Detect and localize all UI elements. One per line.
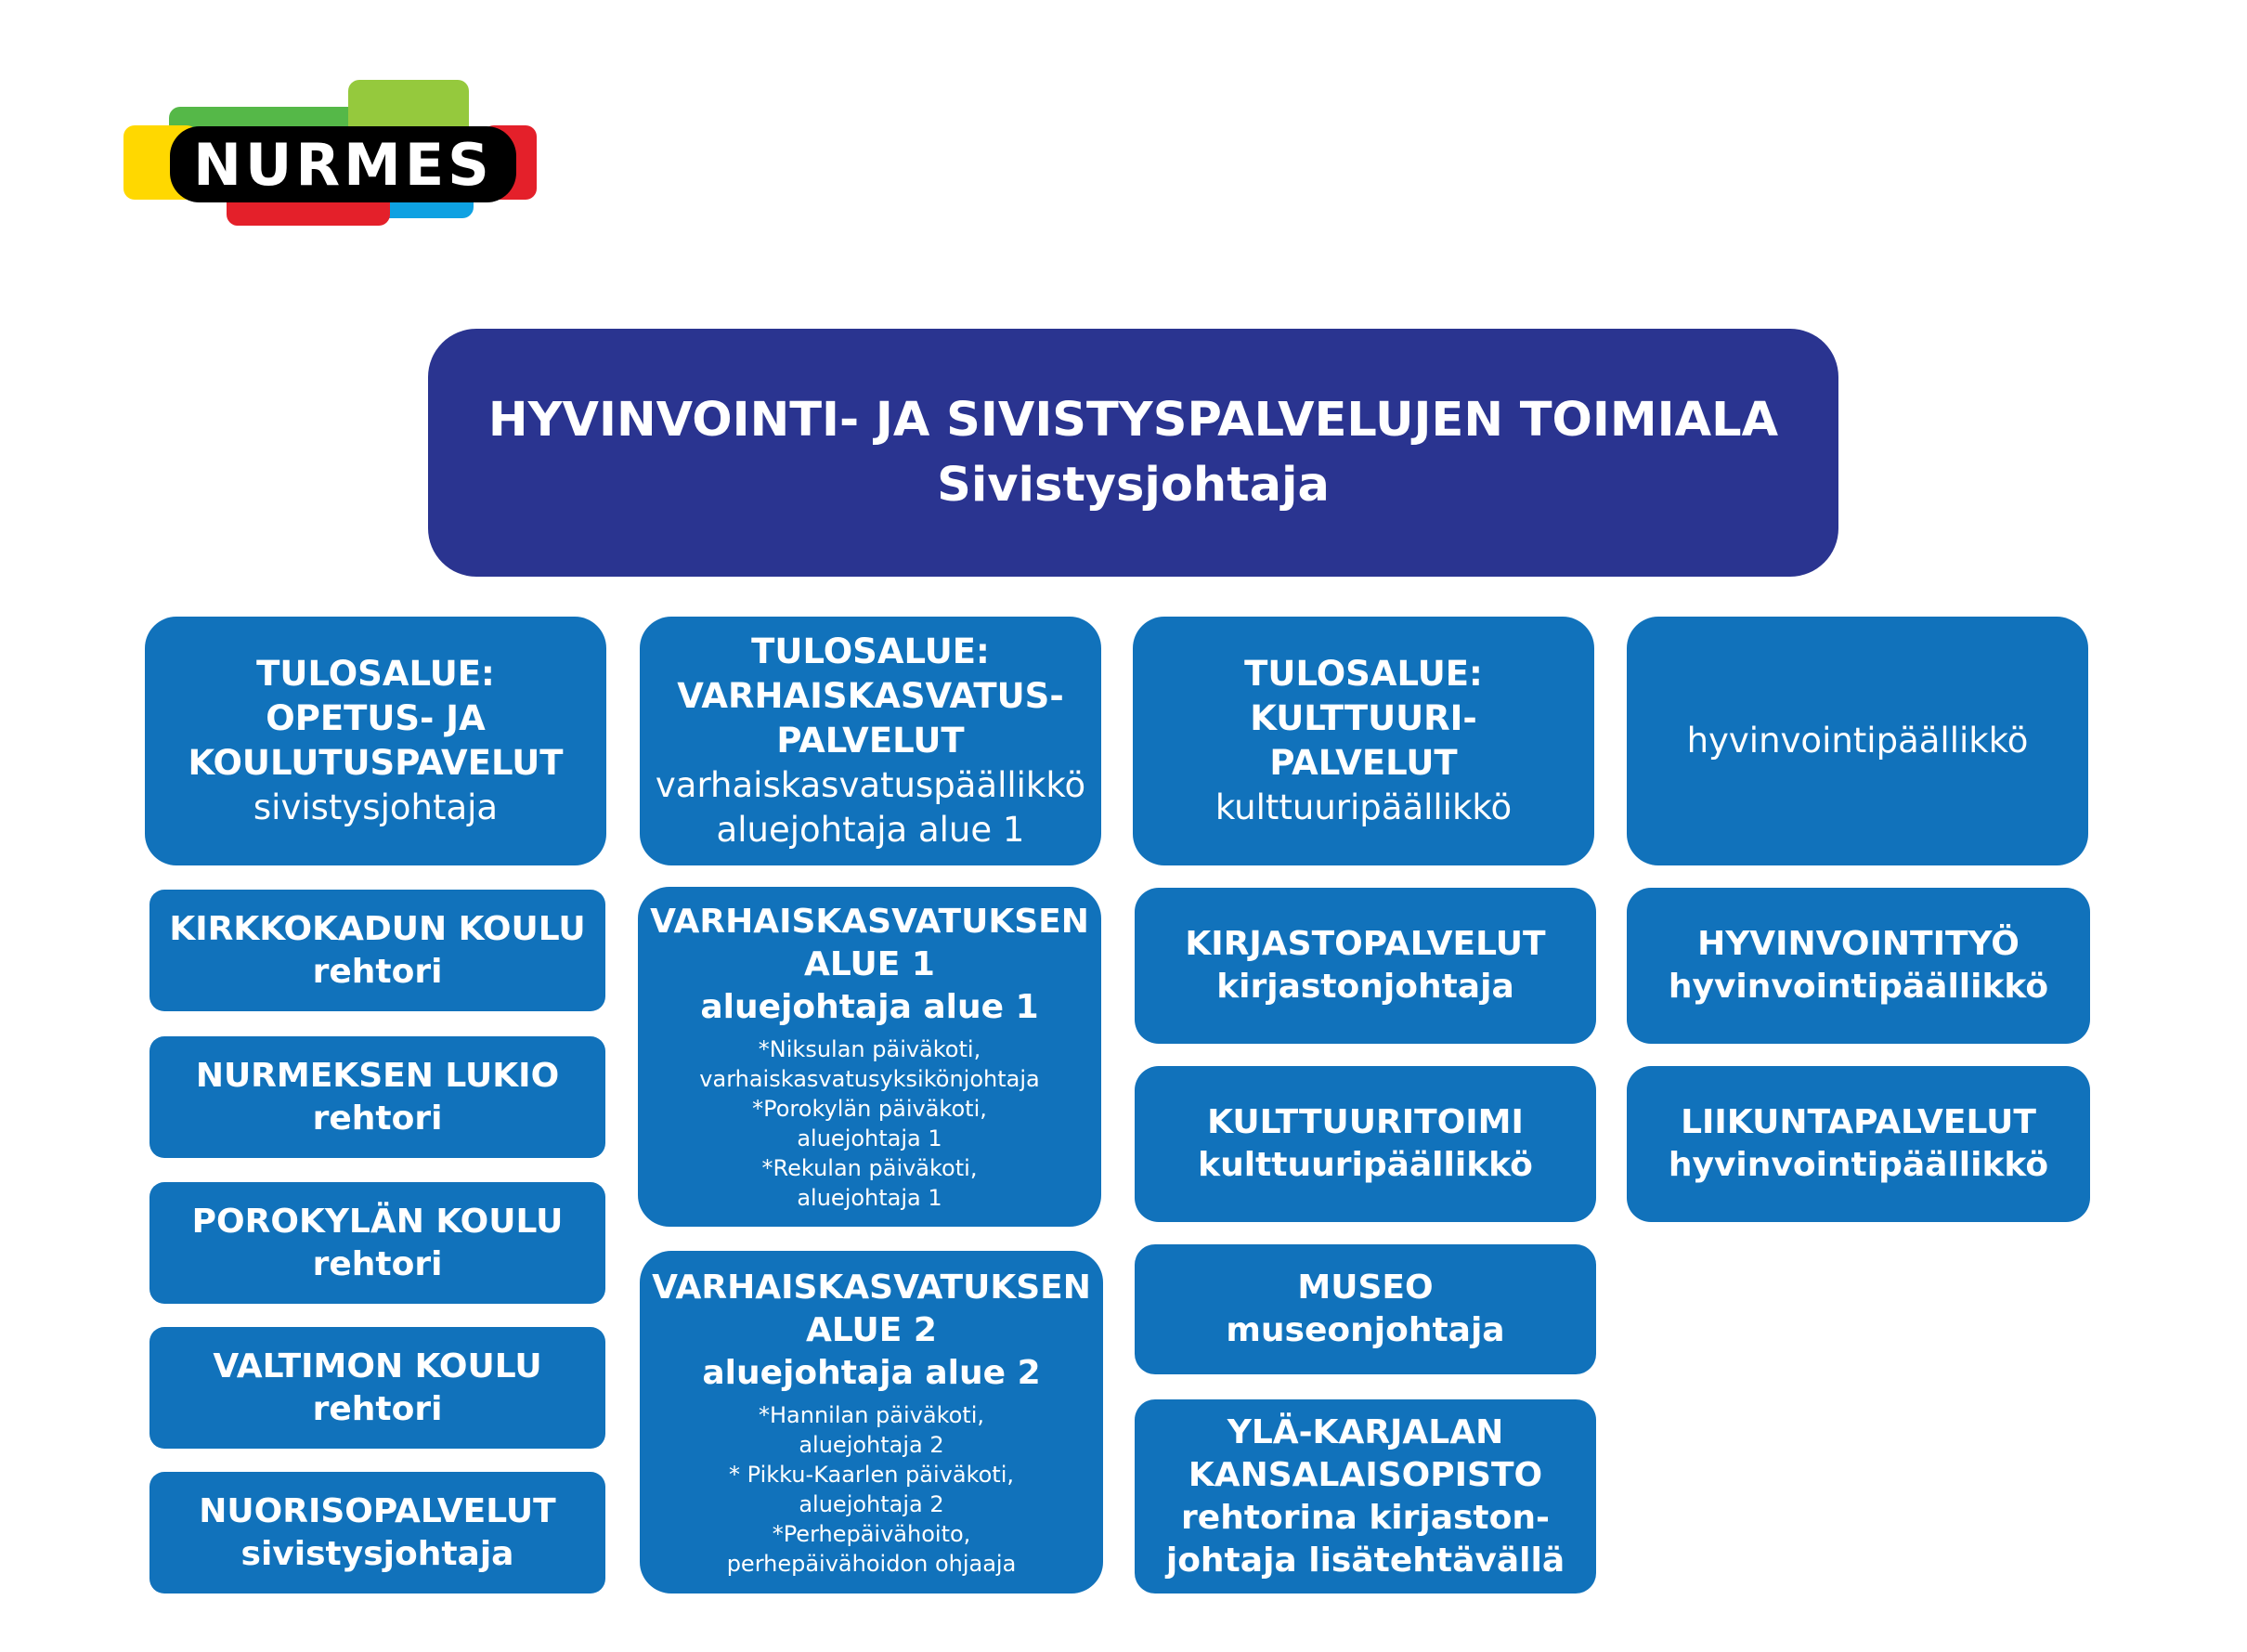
column-header-line: TULOSALUE:	[751, 631, 990, 671]
unit-role: sivistysjohtaja	[240, 1534, 514, 1573]
division-title: HYVINVOINTI- JA SIVISTYSPALVELUJEN TOIMIALA	[487, 392, 1779, 448]
unit-detail: aluejohtaja 2	[799, 1431, 944, 1458]
unit-name: ALUE 1	[804, 945, 935, 983]
unit-detail: *Hannilan päiväkoti,	[758, 1401, 984, 1428]
unit-name: KANSALAISOPISTO	[1188, 1455, 1543, 1494]
top-division-box	[428, 329, 1838, 577]
unit-name: ALUE 2	[806, 1310, 937, 1349]
column-header-role: hyvinvointipäällikkö	[1686, 721, 2029, 761]
unit-yla-karjalan-kansalaisopisto	[1135, 1399, 1596, 1593]
column-header-varhaiskasvatus	[640, 617, 1101, 865]
column-header-line: OPETUS- JA	[266, 698, 486, 738]
unit-detail: *Porokylän päiväkoti,	[752, 1096, 987, 1122]
unit-detail: aluejohtaja 1	[797, 1125, 942, 1151]
unit-role: rehtori	[312, 1389, 443, 1428]
column-header-role: sivistysjohtaja	[253, 787, 499, 827]
unit-name: POROKYLÄN KOULU	[191, 1202, 564, 1241]
unit-kirkkokadun-koulu	[149, 890, 605, 1011]
unit-kirjastopalvelut	[1135, 888, 1596, 1044]
unit-valtimon-koulu	[149, 1327, 605, 1449]
unit-detail: aluejohtaja 2	[799, 1490, 944, 1517]
unit-detail: *Perhepäivähoito,	[772, 1520, 971, 1547]
column-header-kulttuuri	[1133, 617, 1594, 865]
unit-name: MUSEO	[1297, 1268, 1434, 1307]
column-header-line: TULOSALUE:	[256, 654, 495, 694]
column-header-role: aluejohtaja alue 1	[716, 810, 1025, 850]
unit-porokylan-koulu	[149, 1182, 605, 1304]
logo-wordmark: NURMES	[170, 126, 516, 202]
unit-name: YLÄ-KARJALAN	[1227, 1412, 1504, 1451]
unit-kulttuuritoimi	[1135, 1066, 1596, 1222]
unit-name: KULTTUURITOIMI	[1207, 1103, 1524, 1141]
unit-hyvinvointityo	[1627, 888, 2090, 1044]
unit-name: VARHAISKASVATUKSEN	[650, 903, 1089, 941]
unit-detail: *Niksulan päiväkoti,	[758, 1036, 981, 1062]
unit-liikuntapalvelut	[1627, 1066, 2090, 1222]
unit-role: kirjastonjohtaja	[1216, 968, 1514, 1006]
unit-role: rehtorina kirjaston-	[1181, 1498, 1550, 1537]
column-header-role: varhaiskasvatuspäällikkö	[655, 765, 1086, 805]
column-header-line: KOULUTUSPAVELUT	[188, 743, 564, 783]
unit-role: rehtori	[312, 1099, 443, 1138]
unit-role: kulttuuripäällikkö	[1198, 1146, 1533, 1184]
column-header-line: VARHAISKASVATUS-	[677, 676, 1064, 716]
unit-role: rehtori	[312, 952, 443, 991]
unit-role: aluejohtaja alue 2	[702, 1353, 1041, 1392]
unit-name: LIIKUNTAPALVELUT	[1681, 1103, 2036, 1141]
unit-name: HYVINVOINTITYÖ	[1697, 925, 2020, 963]
unit-name: NURMEKSEN LUKIO	[195, 1056, 560, 1095]
unit-detail: *Rekulan päiväkoti,	[761, 1155, 978, 1181]
unit-detail: * Pikku-Kaarlen päiväkoti,	[729, 1461, 1014, 1488]
unit-name: VARHAISKASVATUKSEN	[652, 1268, 1091, 1307]
unit-name: KIRKKOKADUN KOULU	[169, 909, 586, 948]
unit-nuorisopalvelut	[149, 1472, 605, 1593]
column-header-line: KULTTUURI-	[1250, 698, 1477, 738]
column-header-line: PALVELUT	[1269, 743, 1458, 783]
unit-role: hyvinvointipäällikkö	[1668, 1146, 2049, 1184]
unit-role: johtaja lisätehtävällä	[1165, 1541, 1565, 1580]
unit-varhaiskasvatuksen-alue-2	[640, 1251, 1103, 1593]
unit-nurmeksen-lukio	[149, 1036, 605, 1158]
column-header-hyvinvointi	[1627, 617, 2088, 865]
column-header-line: PALVELUT	[776, 721, 965, 761]
unit-name: NUORISOPALVELUT	[199, 1491, 556, 1530]
unit-role: rehtori	[312, 1244, 443, 1283]
column-header-role: kulttuuripäällikkö	[1214, 787, 1513, 827]
unit-detail: aluejohtaja 1	[797, 1185, 942, 1211]
division-subtitle: Sivistysjohtaja	[937, 457, 1330, 513]
unit-role: museonjohtaja	[1226, 1311, 1505, 1349]
column-header-opetus	[145, 617, 606, 865]
column-header-line: TULOSALUE:	[1244, 654, 1483, 694]
unit-role: hyvinvointipäällikkö	[1668, 968, 2049, 1006]
unit-detail: varhaiskasvatusyksikönjohtaja	[699, 1066, 1040, 1092]
unit-detail: perhepäivähoidon ohjaaja	[726, 1550, 1017, 1577]
unit-varhaiskasvatuksen-alue-1	[638, 887, 1101, 1227]
unit-name: KIRJASTOPALVELUT	[1185, 925, 1546, 963]
unit-role: aluejohtaja alue 1	[700, 988, 1039, 1026]
unit-museo	[1135, 1244, 1596, 1374]
unit-name: VALTIMON KOULU	[213, 1346, 542, 1385]
